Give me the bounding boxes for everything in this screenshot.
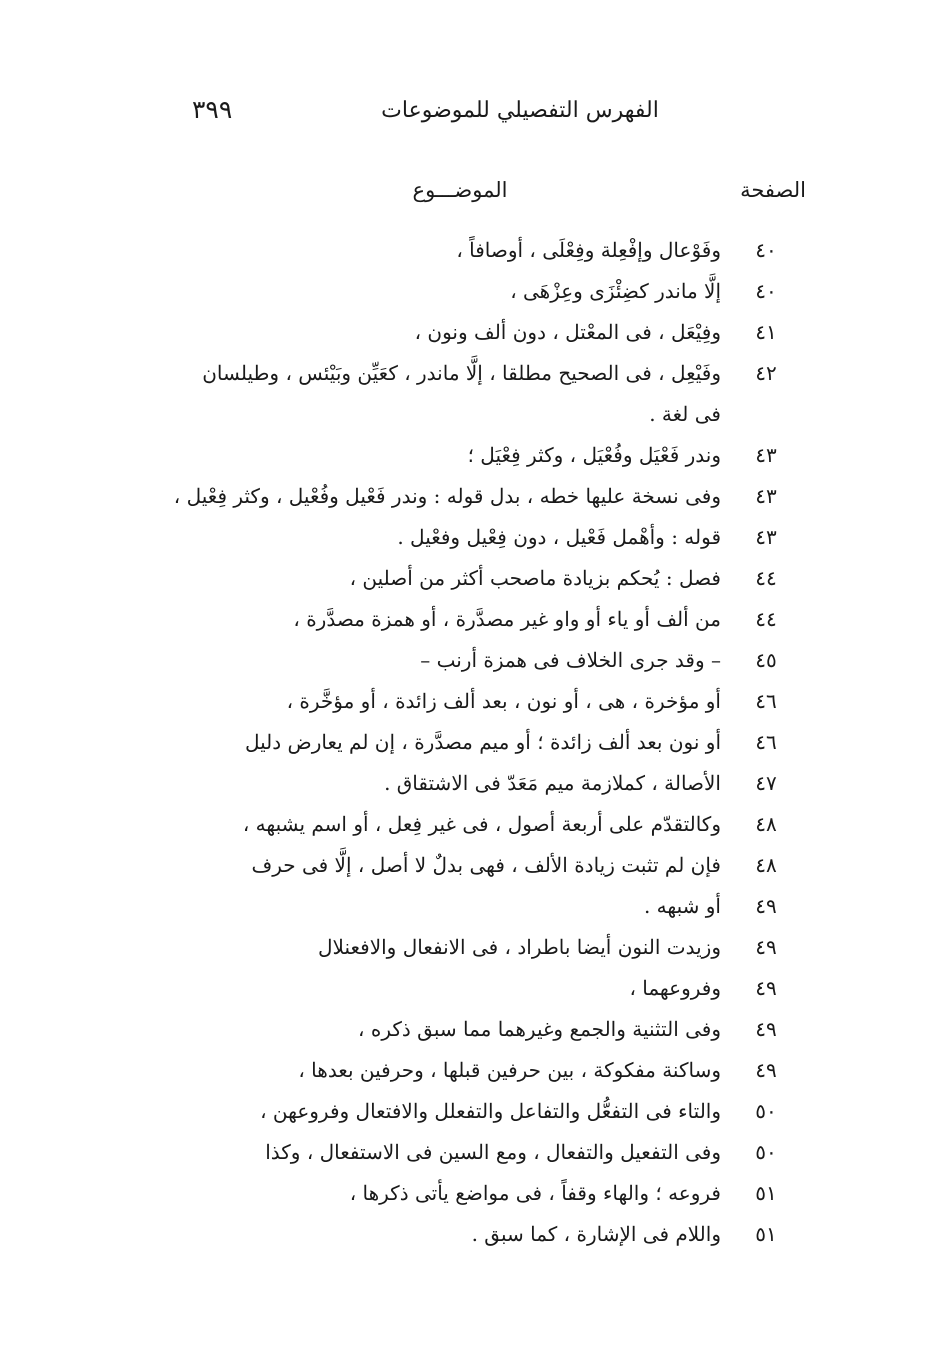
entry-text: أو مؤخرة ، هى ، أو نون ، بعد ألف زائدة ، أو مؤخَّرة ، — [286, 689, 721, 713]
entry-page-number: ٤١ — [755, 320, 777, 344]
index-entry — [0, 599, 936, 640]
index-entry — [0, 845, 936, 886]
entry-text: وفى التثنية والجمع وغيرهما مما سبق ذكره ، — [358, 1017, 721, 1041]
entry-text: قوله : وأهْمل فَعْيل ، دون فِعْيل وفعْيل . — [397, 525, 721, 549]
entry-page-number: ٤٤ — [755, 566, 777, 590]
entry-text: وندر فَعْيَل وفُعْيَل ، وكثر فِعْيَل ؛ — [467, 443, 721, 467]
entry-text: وفَيْعِل ، فى الصحيح مطلقا ، إلَّا ماندر ، كعَيِّن وبَيْئس ، وطيلسان فى لغة . — [202, 361, 721, 426]
entry-text: وفى نسخة عليها خطه ، بدل قوله : وندر فَعْيل وفُعْيل ، وكثر فِعْيل ، — [173, 484, 721, 508]
index-entry — [0, 640, 936, 681]
entry-text: وساكنة مفكوكة ، بين حرفين قبلها ، وحرفين بعدها ، — [298, 1058, 721, 1082]
index-entry — [0, 435, 936, 476]
entry-page-number: ٤٠ — [755, 279, 777, 303]
entry-page-number: ٤٤ — [755, 607, 777, 631]
index-entry — [0, 1050, 936, 1091]
entry-page-number: ٤٩ — [755, 894, 777, 918]
index-entry — [0, 1214, 936, 1255]
entry-page-number: ٥١ — [755, 1181, 777, 1205]
entry-page-number: ٤٠ — [755, 238, 777, 262]
entry-page-number: ٥١ — [755, 1222, 777, 1246]
index-entry — [0, 312, 936, 353]
entry-page-number: ٤٣ — [755, 443, 777, 467]
index-entry — [0, 558, 936, 599]
index-entry — [0, 476, 936, 517]
entry-page-number: ٤٩ — [755, 1058, 777, 1082]
entry-page-number: ٤٦ — [755, 730, 777, 754]
entry-text: إلَّا ماندر كضِئْزَى وعِزْهَى ، — [510, 279, 721, 303]
index-entry — [0, 1173, 936, 1214]
entry-page-number: ٤٣ — [755, 525, 777, 549]
entry-page-number: ٤٥ — [755, 648, 777, 672]
entry-text: وفِيْعَل ، فى المعْتل ، دون ألف ونون ، — [414, 320, 721, 344]
index-entry — [0, 722, 936, 763]
entry-text: أو شبهه . — [643, 894, 721, 918]
entry-text: أو نون بعد ألف زائدة ؛ أو ميم مصدَّرة ، إن لم يعارض دليل — [244, 730, 721, 754]
entry-text: وفروعهما ، — [629, 976, 721, 1000]
entry-page-number: ٤٨ — [755, 853, 777, 877]
entry-text: فروعه ؛ والهاء وقفاً ، فى مواضع يأتى ذكرها ، — [349, 1181, 721, 1205]
index-entry — [0, 804, 936, 845]
index-entry — [0, 353, 936, 435]
entry-page-number: ٤٨ — [755, 812, 777, 836]
index-entries — [0, 230, 936, 1255]
topic-column-header: الموضـــوع — [412, 178, 508, 202]
entry-text: وفَوْعال وإفْعِلة وفِعْلَى ، أوصافاً ، — [456, 238, 721, 262]
entry-page-number: ٥٠ — [755, 1099, 777, 1123]
entry-text: – وقد جرى الخلاف فى همزة أرنب – — [420, 648, 721, 672]
index-entry — [0, 968, 936, 1009]
index-entry — [0, 763, 936, 804]
entry-text: واللام فى الإشارة ، كما سبق . — [471, 1222, 721, 1246]
index-entry — [0, 886, 936, 927]
running-header-title: الفهرس التفصيلي للموضوعات — [381, 98, 659, 123]
entry-text: الأصالة ، كملازمة ميم مَعَدّ فى الاشتقاق . — [384, 771, 721, 795]
index-entry — [0, 517, 936, 558]
entry-text: فإن لم تثبت زيادة الألف ، فهى بدلٌ لا أصل ، إلَّا فى حرف — [251, 853, 721, 877]
entry-text: وكالتقدّم على أربعة أصول ، فى غير فِعل ، أو اسم يشبهه ، — [242, 812, 721, 836]
entry-page-number: ٥٠ — [755, 1140, 777, 1164]
index-entry — [0, 230, 936, 271]
entry-page-number: ٤٦ — [755, 689, 777, 713]
index-entry — [0, 1132, 936, 1173]
entry-text: فصل : يُحكم بزيادة ماصحب أكثر من أصلين ، — [349, 566, 721, 590]
entry-text: من ألف أو ياء أو واو غير مصدَّرة ، أو همزة مصدَّرة ، — [293, 607, 721, 631]
entry-page-number: ٤٣ — [755, 484, 777, 508]
entry-page-number: ٤٩ — [755, 976, 777, 1000]
index-entry — [0, 1091, 936, 1132]
page-number: ٣٩٩ — [192, 95, 233, 124]
page-column-header: الصفحة — [740, 178, 806, 202]
entry-text: وفى التفعيل والتفعال ، ومع السين فى الاستفعال ، وكذا — [265, 1140, 721, 1164]
entry-page-number: ٤٩ — [755, 1017, 777, 1041]
entry-page-number: ٤٧ — [755, 771, 777, 795]
index-entry — [0, 271, 936, 312]
entry-text: وزيدت النون أيضا باطراد ، فى الانفعال والافعنلال — [318, 935, 721, 959]
entry-page-number: ٤٩ — [755, 935, 777, 959]
index-entry — [0, 927, 936, 968]
entry-text: والتاء فى التفعُّل والتفاعل والتفعلل والافتعال وفروعهن ، — [260, 1099, 721, 1123]
index-entry — [0, 1009, 936, 1050]
entry-page-number: ٤٢ — [755, 361, 777, 385]
index-entry — [0, 681, 936, 722]
